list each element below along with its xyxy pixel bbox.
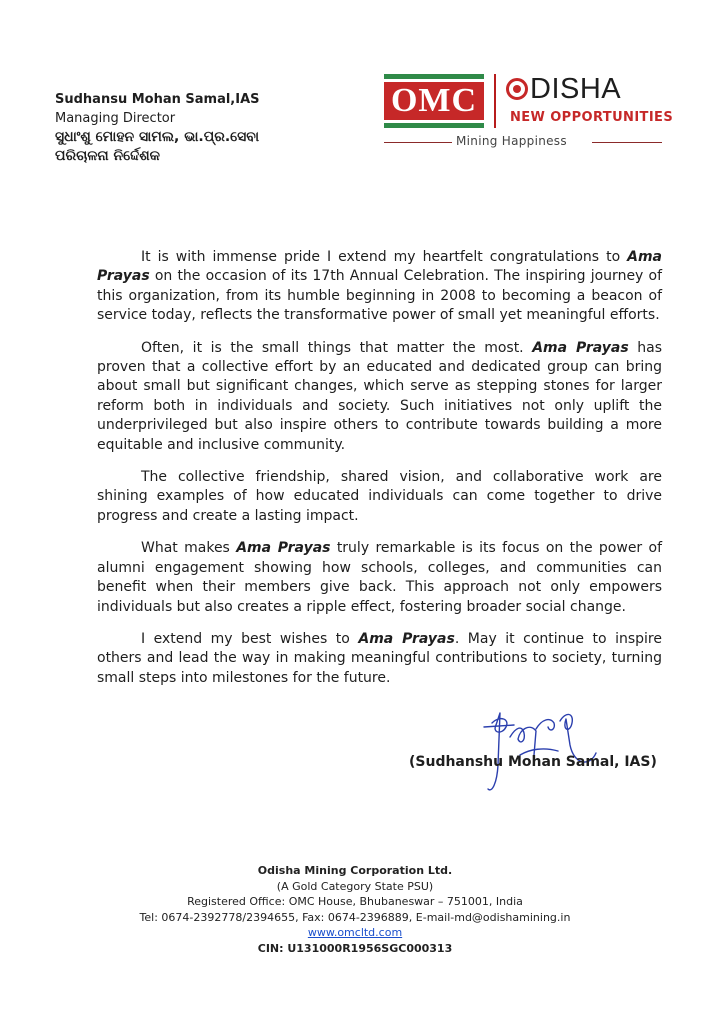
letterhead-footer xyxy=(100,863,610,956)
omc-green-bar-bottom xyxy=(384,123,484,128)
company-category: (A Gold Category State PSU) xyxy=(276,879,434,893)
paragraph-5 xyxy=(97,630,662,688)
handwritten-signature xyxy=(470,705,600,800)
contact-details: Tel: 0674-2392778/2394655, Fax: 0674-2396889, E-mail-md@odishamining.in xyxy=(139,910,571,924)
tagline-text: Mining Happiness xyxy=(456,134,567,148)
new-opportunities-text: NEW OPPORTUNITIES xyxy=(510,110,674,125)
p2-org-name: Ama Prayas xyxy=(532,339,629,356)
paragraph-1 xyxy=(97,248,662,326)
tagline-line-left xyxy=(384,142,452,143)
sender-title: Managing Director xyxy=(55,111,176,126)
omc-logo-text: OMC xyxy=(384,82,484,120)
p4-text-a: What makes xyxy=(141,540,237,557)
p5-org-name: Ama Prayas xyxy=(358,630,455,647)
odisha-logo-text: DISHA xyxy=(530,73,622,105)
sender-block xyxy=(55,90,260,166)
logo-tagline xyxy=(384,134,664,150)
registered-office: Registered Office: OMC House, Bhubaneswar – 751001, India xyxy=(187,895,523,908)
odisha-o-circle-icon xyxy=(506,78,528,100)
omc-green-bar-top xyxy=(384,74,484,79)
p2-text-b: has proven that a collective effort by an educated and dedicated group can bring about small but significant changes, which serve as stepping stones for larger reform both in individuals and society. Such initiatives not only uplift the underprivileged but also inspire others to contribute towards building a more equitable and inclusive community. xyxy=(97,339,663,453)
omc-odisha-logo xyxy=(384,72,674,152)
p1-org-name: Ama Prayas xyxy=(97,249,662,285)
website-link[interactable]: www.omcltd.com xyxy=(307,926,403,939)
company-name: Odisha Mining Corporation Ltd. xyxy=(257,864,453,877)
p4-org-name: Ama Prayas xyxy=(236,540,331,557)
p2-text-a: Often, it is the small things that matter the most. xyxy=(141,339,533,356)
paragraph-2 xyxy=(97,339,662,455)
paragraph-4 xyxy=(97,539,662,617)
sender-name-odia: ସୁଧାଂଶୁ ମୋହନ ସାମଲ, ଭା.ପ୍ର.ସେବା xyxy=(55,129,260,145)
logo-divider xyxy=(494,74,496,128)
p5-text-b: . May it continue to inspire others and lead the way in making meaningful contributions to society, turning small steps into milestones for the future. xyxy=(97,630,662,686)
omc-logo xyxy=(384,74,484,128)
cin-number: CIN: U131000R1956SGC000313 xyxy=(257,941,453,955)
letter-body xyxy=(97,248,662,701)
paragraph-3: The collective friendship, shared vision, and collaborative work are shining examples of how educated individuals can come together to drive progress and create a lasting impact. xyxy=(97,469,662,524)
p1-text-b: on the occasion of its 17th Annual Celebration. The inspiring journey of this organization, from its humble beginning in 2008 to becoming a beacon of service today, reflects the transformative power of small yet meaningful efforts. xyxy=(97,268,662,324)
sender-name: Sudhansu Mohan Samal,IAS xyxy=(55,92,260,107)
p4-text-b: truly remarkable is its focus on the power of alumni engagement showing how schools, colleges, and communities can benefit when their members give back. This approach not only empowers individuals but also creates a ripple effect, fostering broader social change. xyxy=(97,540,663,615)
p5-text-a: I extend my best wishes to xyxy=(141,630,359,647)
p1-text-a: It is with immense pride I extend my heartfelt congratulations to xyxy=(141,249,628,265)
tagline-line-right xyxy=(592,142,662,143)
sender-title-odia: ପରିଚାଳନା ନିର୍ଦ୍ଦେଶକ xyxy=(55,148,160,164)
signoff-name: (Sudhanshu Mohan Samal, IAS) xyxy=(409,754,657,770)
